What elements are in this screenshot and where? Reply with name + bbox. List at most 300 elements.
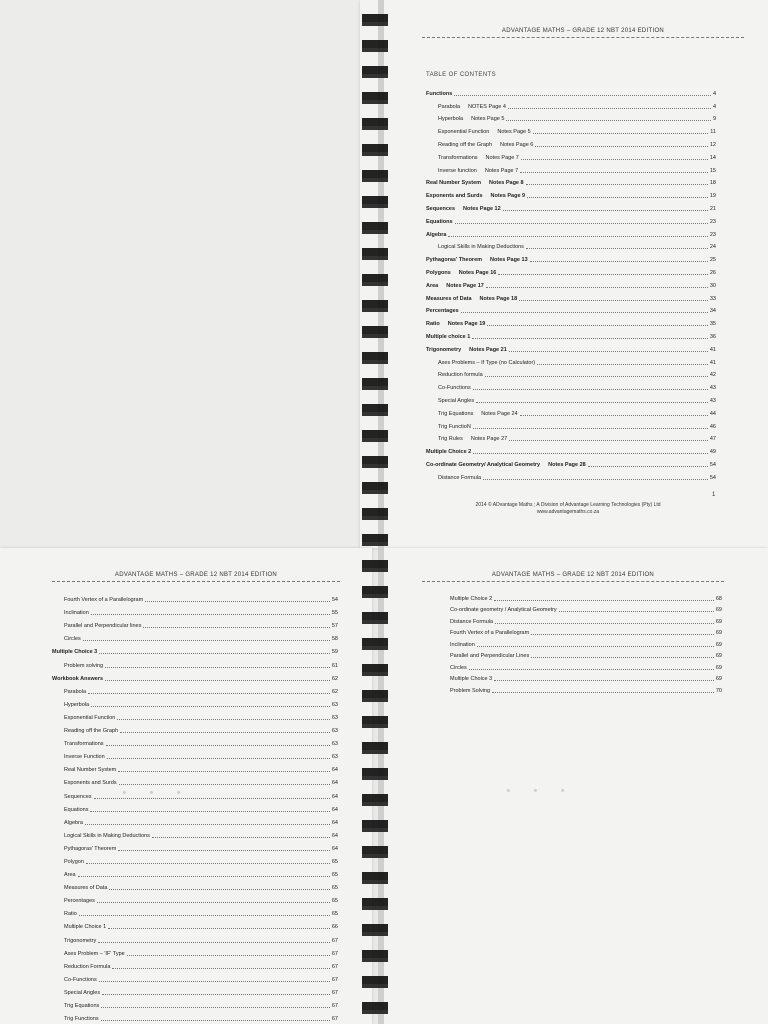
dot-leader [108,928,330,929]
dot-leader [477,646,714,647]
blank-area [0,0,360,548]
toc-entry-page: 65 [331,898,338,905]
page-header: ADVANTAGE MATHS – GRADE 12 NBT 2014 EDITION [422,572,724,582]
dot-leader [83,640,330,641]
toc-entry[interactable] [426,122,716,135]
toc-entry-label: Measures of Data [426,295,472,302]
toc-entry-page: 58 [331,636,338,643]
dot-leader [127,955,330,956]
toc-entry[interactable] [52,590,338,603]
toc-entry[interactable] [426,353,716,366]
toc-entry-label: Equations [426,218,453,225]
dot-leader [469,669,714,670]
dot-leader [506,120,711,121]
toc-entry-label: Pythagoras' Theorem [64,845,117,852]
toc-entry[interactable] [426,84,716,97]
toc-entry-label: Polygons [426,269,451,276]
dot-leader [455,223,708,224]
toc-entry-label: Workbook Answers [52,675,104,682]
toc-entry-label: Multiple Choice 3 [52,649,98,656]
toc-entry-label: Transformations [438,154,478,161]
dot-leader [519,300,708,301]
toc-entry[interactable] [438,602,722,614]
dot-leader [494,600,714,601]
dot-leader [494,680,714,681]
toc-entry[interactable] [52,800,338,813]
toc-entry-label: Sequences [64,793,92,800]
toc-entry[interactable] [426,199,716,212]
spiral-binding [362,0,388,1024]
toc-entry[interactable] [52,930,338,943]
dot-leader [91,614,330,615]
toc-entry-label: Real Number System [64,767,117,774]
toc-entry-label: Co-ordinate Geometry/ Analytical Geometry [426,461,541,468]
toc-entry-page: 54 [331,597,338,604]
toc-entry[interactable] [426,212,716,225]
toc-entry-page: 64 [331,819,338,826]
toc-entry[interactable] [52,826,338,839]
dot-leader [509,351,708,352]
toc-entry-page: 23 [709,231,716,238]
toc-entry-page: 46 [709,423,716,430]
toc-entry-label: Distance Formula [450,618,494,625]
toc-entry-label: Inverse function [438,167,477,174]
toc-entry-page: 66 [331,924,338,931]
bleed-through-text: · · · [120,778,189,807]
page-footer [418,502,718,516]
toc-entry[interactable] [52,695,338,708]
toc-entry[interactable] [426,404,716,417]
toc-entry[interactable] [52,852,338,865]
toc-entry-label: Exponents and Surds [64,780,117,787]
toc-entry-label: Circles [450,664,467,671]
toc-entry-label: Equations [64,806,89,813]
toc-entry-notes-ref: Notes Page 13 [490,257,528,264]
toc-entry-label: Pythagoras' Theorem [426,257,483,264]
toc-entry-label: Hyperbola [438,116,464,123]
toc-entry[interactable] [426,110,716,123]
toc-entry-notes-ref: Notes Page 27 [470,436,508,443]
toc-entry-page: 64 [331,845,338,852]
toc-entry[interactable] [426,468,716,481]
toc-entry[interactable] [426,366,716,379]
toc-entry-label: Polygon [64,858,84,865]
dot-leader [78,876,330,877]
toc-entry-page: 47 [709,436,716,443]
toc-entry-label: Real Number System [426,180,482,187]
toc-entry-label: Inclination [64,610,89,617]
toc-title: TABLE OF CONTENTS [426,72,497,78]
toc-entry[interactable] [52,682,338,695]
toc-entry-page: 23 [709,218,716,225]
toc-entry-page: 42 [709,372,716,379]
toc-entry-notes-ref: Notes Page 7 [485,154,519,161]
toc-entry-label: Algebra [426,231,447,238]
toc-entry[interactable] [426,161,716,174]
toc-entry[interactable] [438,659,722,671]
toc-entry-label: Special Angles [438,397,475,404]
toc-entry[interactable] [52,891,338,904]
toc-entry-page: 34 [709,308,716,315]
toc-entry[interactable] [426,97,716,110]
toc-entry-page: 63 [331,701,338,708]
dot-leader [473,428,708,429]
toc-entry[interactable] [52,669,338,682]
toc-entry[interactable] [52,839,338,852]
toc-entry[interactable] [426,238,716,251]
toc-entry-page: 69 [715,676,722,682]
toc-entry-page: 67 [331,963,338,970]
dot-leader [492,692,714,693]
toc-entry-label: Multiple Choice 1 [64,924,107,931]
toc-entry-label: Area [64,872,76,879]
dot-leader [109,889,329,890]
toc-entry[interactable] [52,865,338,878]
toc-entry-label: Measures of Data [64,885,108,892]
toc-entry-label: Axes Problems – If Type (no Calculator) [438,359,536,366]
dot-leader [503,210,708,211]
toc-entry[interactable] [52,983,338,996]
toc-entry-label: Multiple choice 1 [426,333,471,340]
toc-entry-page: 69 [715,653,722,659]
dot-leader [520,415,708,416]
toc-entry[interactable] [52,616,338,629]
toc-entry[interactable] [438,625,722,637]
toc-entry-label: Multiple Choice 2 [450,595,493,602]
toc-entry-page: 67 [331,1003,338,1009]
toc-entry-page: 69 [715,618,722,625]
dot-leader [508,108,711,109]
dot-leader [473,453,708,454]
toc-entry-page: 67 [331,1016,338,1023]
toc-entry-page: 62 [331,675,338,682]
toc-entry-notes-ref: NOTES Page 4 [468,103,506,110]
toc-entry-label: Reduction Formula [64,963,111,970]
toc-entry-page: 70 [715,687,722,694]
toc-entry-label: Parallel and Perpendicular Lines [450,653,530,659]
toc-entry[interactable] [426,455,716,468]
toc-entry[interactable] [52,747,338,760]
toc-entry-notes-ref: Notes Page 9 [490,193,526,200]
toc-entry-page: 35 [709,321,716,328]
toc-entry-page: 62 [331,688,338,695]
toc-entry[interactable] [426,225,716,238]
toc-entry[interactable] [52,642,338,655]
toc-entry-notes-ref: Notes Page 12 [463,205,501,212]
toc-entry-label: Logical Skills in Making Deductions [64,832,150,839]
dot-leader [526,184,708,185]
toc-entry-page: 67 [331,989,338,996]
toc-entry-label: Logical Skills in Making Deductions [438,244,524,251]
toc-entry[interactable] [438,590,722,602]
toc-entry-page: 69 [715,630,722,636]
toc-entry-notes-ref: Notes Page 7 [484,167,519,174]
dot-leader [476,402,708,403]
dot-leader [531,657,714,658]
dot-leader [473,389,708,390]
toc-entry-page: 54 [709,461,716,468]
toc-entry-page: 43 [709,385,716,392]
dot-leader [101,1007,330,1008]
toc-entry-label: Problem solving [64,662,104,669]
toc-entry-label: Trig Rules [438,436,463,443]
toc-entry-label: Parallel and Perpendicular lines [64,623,142,630]
toc-entry-label: Hyperbola [64,701,90,708]
toc-entry-page: 67 [331,950,338,957]
toc-page-1 [360,0,768,548]
dot-leader [98,942,330,943]
toc-entry[interactable] [52,813,338,826]
dot-leader [530,261,708,262]
toc-entry-page: 15 [709,167,716,174]
toc-entry[interactable] [426,340,716,353]
dot-leader [99,653,330,654]
toc-entry-label: Special Angles [64,989,101,996]
toc-entry[interactable] [426,417,716,430]
toc-entry-label: Reading off the Graph [438,141,493,148]
toc-entry-label: Multiple Choice 2 [426,449,472,456]
toc-entry[interactable] [426,391,716,404]
toc-entry[interactable] [426,276,716,289]
dot-leader [88,693,330,694]
toc-entry-page: 64 [331,780,338,787]
toc-entry[interactable] [52,996,338,1009]
toc-entry-label: Trig FunctioN [438,423,471,430]
toc-entry-label: Co-ordinate geometry / Analytical Geometry [450,607,557,613]
toc-entry-page: 12 [709,141,716,148]
toc-entry-notes-ref: Notes Page 21 [469,346,507,353]
toc-entry[interactable] [52,773,338,786]
dot-leader [483,479,708,480]
toc-entry[interactable] [52,655,338,668]
toc-entry[interactable] [426,186,716,199]
toc-entry-label: Co-Functions [64,976,97,983]
toc-entry[interactable] [52,603,338,616]
toc-entry-notes-ref: Notes Page 16 [458,269,497,276]
toc-entry-page: 26 [709,269,716,276]
toc-entry-label: Co-Functions [438,385,471,392]
toc-entry[interactable] [426,430,716,443]
toc-entry-page: 63 [331,728,338,735]
toc-entry[interactable] [52,1009,338,1022]
dot-leader [559,611,714,612]
toc-entry[interactable] [52,721,338,734]
toc-entry-label: Distance Formula [438,474,482,481]
toc-entry-page: 69 [715,607,722,613]
toc-entry-label: Inverse Function [64,754,105,761]
toc-entry-label: Ratio [64,911,77,918]
toc-entry-page: 54 [709,474,716,481]
toc-entry-page: 21 [709,205,716,212]
toc-entry[interactable] [426,378,716,391]
toc-entry-label: Functions [426,90,453,97]
dot-leader [97,902,330,903]
toc-entry-label: Parabola [64,688,87,695]
dot-leader [485,376,708,377]
toc-entry[interactable] [52,878,338,891]
toc-entry-notes-ref: Notes Page 17 [446,282,484,289]
toc-entry-page: 68 [715,595,722,602]
toc-entry-label: Reduction formula [438,372,483,379]
toc-page-3 [384,548,768,1024]
toc-entry[interactable] [426,327,716,340]
dot-leader [85,824,330,825]
dot-leader [112,968,329,969]
dot-leader [448,236,707,237]
toc-entry-page: 55 [331,610,338,617]
toc-entry-label: Trigonometry [64,937,97,944]
dot-leader [486,287,708,288]
toc-entry[interactable] [52,944,338,957]
toc-entry-page: 24 [709,244,716,251]
toc-entry-label: Exponential Function [64,714,116,721]
toc-entry-page: 64 [331,793,338,800]
toc-entry-page: 65 [331,858,338,865]
dot-leader [509,440,708,441]
page-header: ADVANTAGE MATHS – GRADE 12 NBT 2014 EDITION [52,572,340,582]
toc-entry-page: 49 [709,449,716,456]
dot-leader [527,197,708,198]
toc-entry-label: Trigonometry [426,346,462,353]
toc-entry[interactable] [52,970,338,983]
toc-entry-page: 9 [712,116,716,123]
toc-entry-label: Multiple Choice 3 [450,676,493,682]
dot-leader [79,915,330,916]
bleed-through-text: · · · [504,776,573,805]
toc-entry-page: 59 [331,649,338,656]
toc-entry-label: Sequences [426,205,456,212]
toc-entry-notes-ref: Notes Page 28 [548,461,586,468]
dot-leader [520,172,708,173]
dot-leader [120,732,330,733]
dot-leader [117,719,330,720]
toc-entry[interactable] [438,648,722,660]
toc-entry[interactable] [438,613,722,625]
toc-entry[interactable] [52,734,338,747]
toc-entry-notes-ref: Notes Page 6 [500,141,534,148]
toc-entry-label: Fourth Vertex of a Parallelogram [64,597,144,604]
toc-entry-page: 44 [709,410,716,417]
toc-entry-notes-ref: Notes Page 5 [497,129,531,136]
toc-entry[interactable] [52,708,338,721]
toc-entry-label: Percentages [64,898,95,905]
toc-entry[interactable] [438,636,722,648]
toc-entry-label: Algebra [64,819,83,826]
toc-entry-notes-ref: Notes Page 5 [471,116,505,123]
copyright-line: 2014 © ADvantage Maths ; A Division of Advantage Learning Technologies (Pty) Ltd [475,502,661,508]
toc-entry-page: 57 [331,623,338,630]
toc-entry[interactable] [52,786,338,799]
toc-entry[interactable] [426,263,716,276]
dot-leader [454,95,711,96]
dot-leader [531,634,714,635]
toc-entry-page: 14 [709,154,716,161]
toc-entry[interactable] [438,671,722,683]
toc-entry-page: 65 [331,885,338,892]
toc-entry-notes-ref: Notes Page 19 [447,321,486,328]
dot-leader [86,863,330,864]
dot-leader [118,771,330,772]
toc-entry-page: 25 [709,257,716,264]
dot-leader [90,811,329,812]
dot-leader [588,466,708,467]
dot-leader [498,274,708,275]
toc-entry-page: 36 [709,333,716,340]
toc-entry[interactable] [426,250,716,263]
toc-entry-page: 4 [712,103,716,110]
toc-entry[interactable] [52,904,338,917]
toc-entry[interactable] [426,135,716,148]
dot-leader [472,338,708,339]
toc-entry-label: Parabola [438,103,461,110]
toc-entry[interactable] [52,917,338,930]
toc-entry-notes-ref: Notes Page 24 [481,410,518,417]
dot-leader [495,623,714,624]
dot-leader [118,850,330,851]
toc-entry-page: 69 [715,641,722,648]
toc-entry[interactable] [426,148,716,161]
toc-entry-page: 64 [331,806,338,813]
toc-page-2 [0,548,372,1024]
dot-leader [101,1020,330,1021]
toc-entry[interactable] [426,302,716,315]
toc-entry[interactable] [426,314,716,327]
toc-entry-page: 69 [715,664,722,671]
website-line[interactable]: www.advantagemaths.co.za [536,509,600,515]
toc-entry-page: 64 [331,767,338,774]
toc-entry-notes-ref: Notes Page 18 [479,295,518,302]
toc-entry-label: Transformations [64,741,104,748]
page-number: 1 [712,492,716,498]
dot-leader [537,364,708,365]
dot-leader [102,994,330,995]
toc-entry-label: Percentages [426,308,459,315]
toc-entry[interactable] [426,442,716,455]
toc-entry-label: Reading off the Graph [64,728,119,735]
toc-list [426,84,716,481]
toc-entry-label: Inclination [450,641,475,648]
toc-entry-page: 63 [331,714,338,721]
toc-entry[interactable] [52,760,338,773]
toc-entry-page: 19 [709,193,716,200]
dot-leader [526,248,708,249]
toc-entry[interactable] [438,682,722,694]
dot-leader [487,325,708,326]
toc-entry-page: 18 [709,180,716,187]
toc-entry[interactable] [52,629,338,642]
dot-leader [152,837,330,838]
dot-leader [143,627,330,628]
dot-leader [145,601,330,602]
toc-list [52,590,338,1022]
dot-leader [105,680,330,681]
toc-entry-page: 41 [709,359,716,366]
toc-entry[interactable] [52,957,338,970]
toc-list [438,590,722,694]
toc-entry-label: Trig Equations [64,1003,100,1009]
toc-entry-page: 67 [331,937,338,944]
toc-entry[interactable] [426,174,716,187]
toc-entry-label: Axes Problem – 'IF' Type [64,950,125,957]
toc-entry-page: 41 [709,346,716,353]
dot-leader [91,706,330,707]
toc-entry-label: Ratio [426,321,440,328]
toc-entry[interactable] [426,289,716,302]
toc-entry-label: Fourth Vertex of a Parallelogram [450,630,530,636]
toc-entry-page: 63 [331,754,338,761]
toc-entry-page: 64 [331,832,338,839]
toc-entry-page: 4 [712,90,716,97]
